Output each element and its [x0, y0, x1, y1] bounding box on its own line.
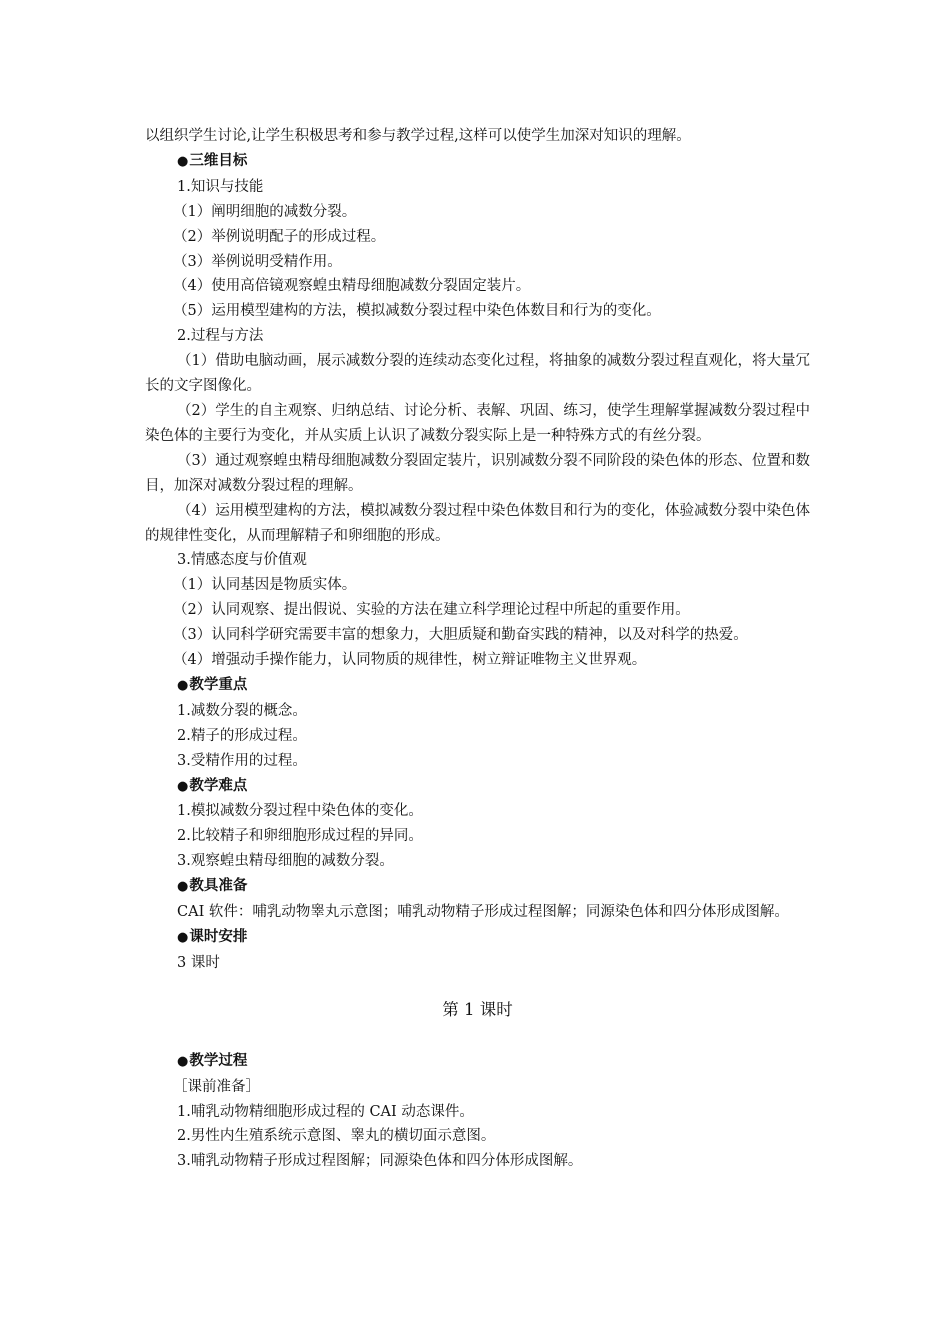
lesson-title: 第 1 课时 — [442, 999, 513, 1019]
bullet-icon: ● — [177, 879, 189, 895]
bullet-icon: ● — [177, 930, 189, 945]
section-heading-schedule: ●课时安排 — [177, 929, 248, 945]
subheading-process: 2.过程与方法 — [177, 328, 264, 345]
list-item: （4）使用高倍镜观察蝗虫精母细胞减数分裂固定装片。 — [173, 278, 531, 295]
subheading-knowledge: 1.知识与技能 — [177, 178, 264, 195]
materials-paragraph: CAI 软件：哺乳动物睾丸示意图；哺乳动物精子形成过程图解；同源染色体和四分体形成图解。 — [177, 904, 789, 921]
document-page — [145, 124, 810, 1174]
list-paragraph: （3）通过观察蝗虫精母细胞减数分裂固定装片，识别减数分裂不同阶段的染色体的形态、位置和数目，加深对减数分裂过程的理解。 — [145, 452, 810, 494]
bullet-icon: ● — [177, 677, 189, 693]
list-item: （3）举例说明受精作用。 — [173, 253, 342, 270]
list-item: （3）认同科学研究需要丰富的想象力，大胆质疑和勤奋实践的精神，以及对科学的热爱。 — [173, 627, 748, 644]
list-item: （2）举例说明配子的形成过程。 — [173, 228, 386, 245]
section-heading-materials: ●教具准备 — [177, 878, 248, 895]
list-item: 3.受精作用的过程。 — [177, 752, 307, 769]
prep-label: ［课前准备］ — [173, 1078, 260, 1095]
section-heading-difficulties: ●教学难点 — [177, 777, 248, 794]
list-item: 2.比较精子和卵细胞形成过程的异同。 — [177, 828, 423, 845]
list-paragraph: （4）运用模型建构的方法，模拟减数分裂过程中染色体数目和行为的变化，体验减数分裂中染色体的规律性变化，从而理解精子和卵细胞的形成。 — [145, 502, 810, 544]
list-item: 1.减数分裂的概念。 — [177, 702, 307, 719]
bullet-icon: ● — [177, 778, 189, 794]
bullet-icon: ● — [177, 153, 189, 169]
intro-paragraph: 以组织学生讨论,让学生积极思考和参与教学过程,这样可以使学生加深对知识的理解。 — [145, 128, 691, 144]
list-item: （1）阐明细胞的减数分裂。 — [173, 203, 357, 220]
list-item: （4）增强动手操作能力，认同物质的规律性，树立辩证唯物主义世界观。 — [173, 652, 647, 669]
list-item: 2.男性内生殖系统示意图、睾丸的横切面示意图。 — [177, 1128, 496, 1145]
list-item: 1.模拟减数分裂过程中染色体的变化。 — [177, 803, 423, 820]
list-item: 1.哺乳动物精细胞形成过程的 CAI 动态课件。 — [177, 1103, 474, 1120]
list-item: （2）认同观察、提出假说、实验的方法在建立科学理论过程中所起的重要作用。 — [173, 602, 690, 619]
subheading-attitude: 3.情感态度与价值观 — [177, 552, 307, 569]
list-item: 3.哺乳动物精子形成过程图解；同源染色体和四分体形成图解。 — [177, 1153, 583, 1170]
list-paragraph: （1）借助电脑动画，展示减数分裂的连续动态变化过程，将抽象的减数分裂过程直观化，将大量冗长的文字图像化。 — [145, 353, 810, 395]
list-item: 2.精子的形成过程。 — [177, 727, 307, 744]
bullet-icon: ● — [177, 1053, 189, 1069]
list-item: （1）认同基因是物质实体。 — [173, 577, 357, 594]
section-heading-process: ●教学过程 — [177, 1052, 248, 1069]
list-paragraph: （2）学生的自主观察、归纳总结、讨论分析、表解、巩固、练习，使学生理解掌握减数分裂过程中染色体的主要行为变化，并从实质上认识了减数分裂实际上是一种特殊方式的有丝分裂。 — [145, 402, 810, 444]
section-heading-goals: ●三维目标 — [177, 152, 248, 169]
section-heading-key-points: ●教学重点 — [177, 676, 248, 693]
list-item: 3.观察蝗虫精母细胞的减数分裂。 — [177, 853, 394, 870]
list-item: （5）运用模型建构的方法，模拟减数分裂过程中染色体数目和行为的变化。 — [173, 303, 661, 320]
schedule-text: 3 课时 — [177, 954, 220, 971]
